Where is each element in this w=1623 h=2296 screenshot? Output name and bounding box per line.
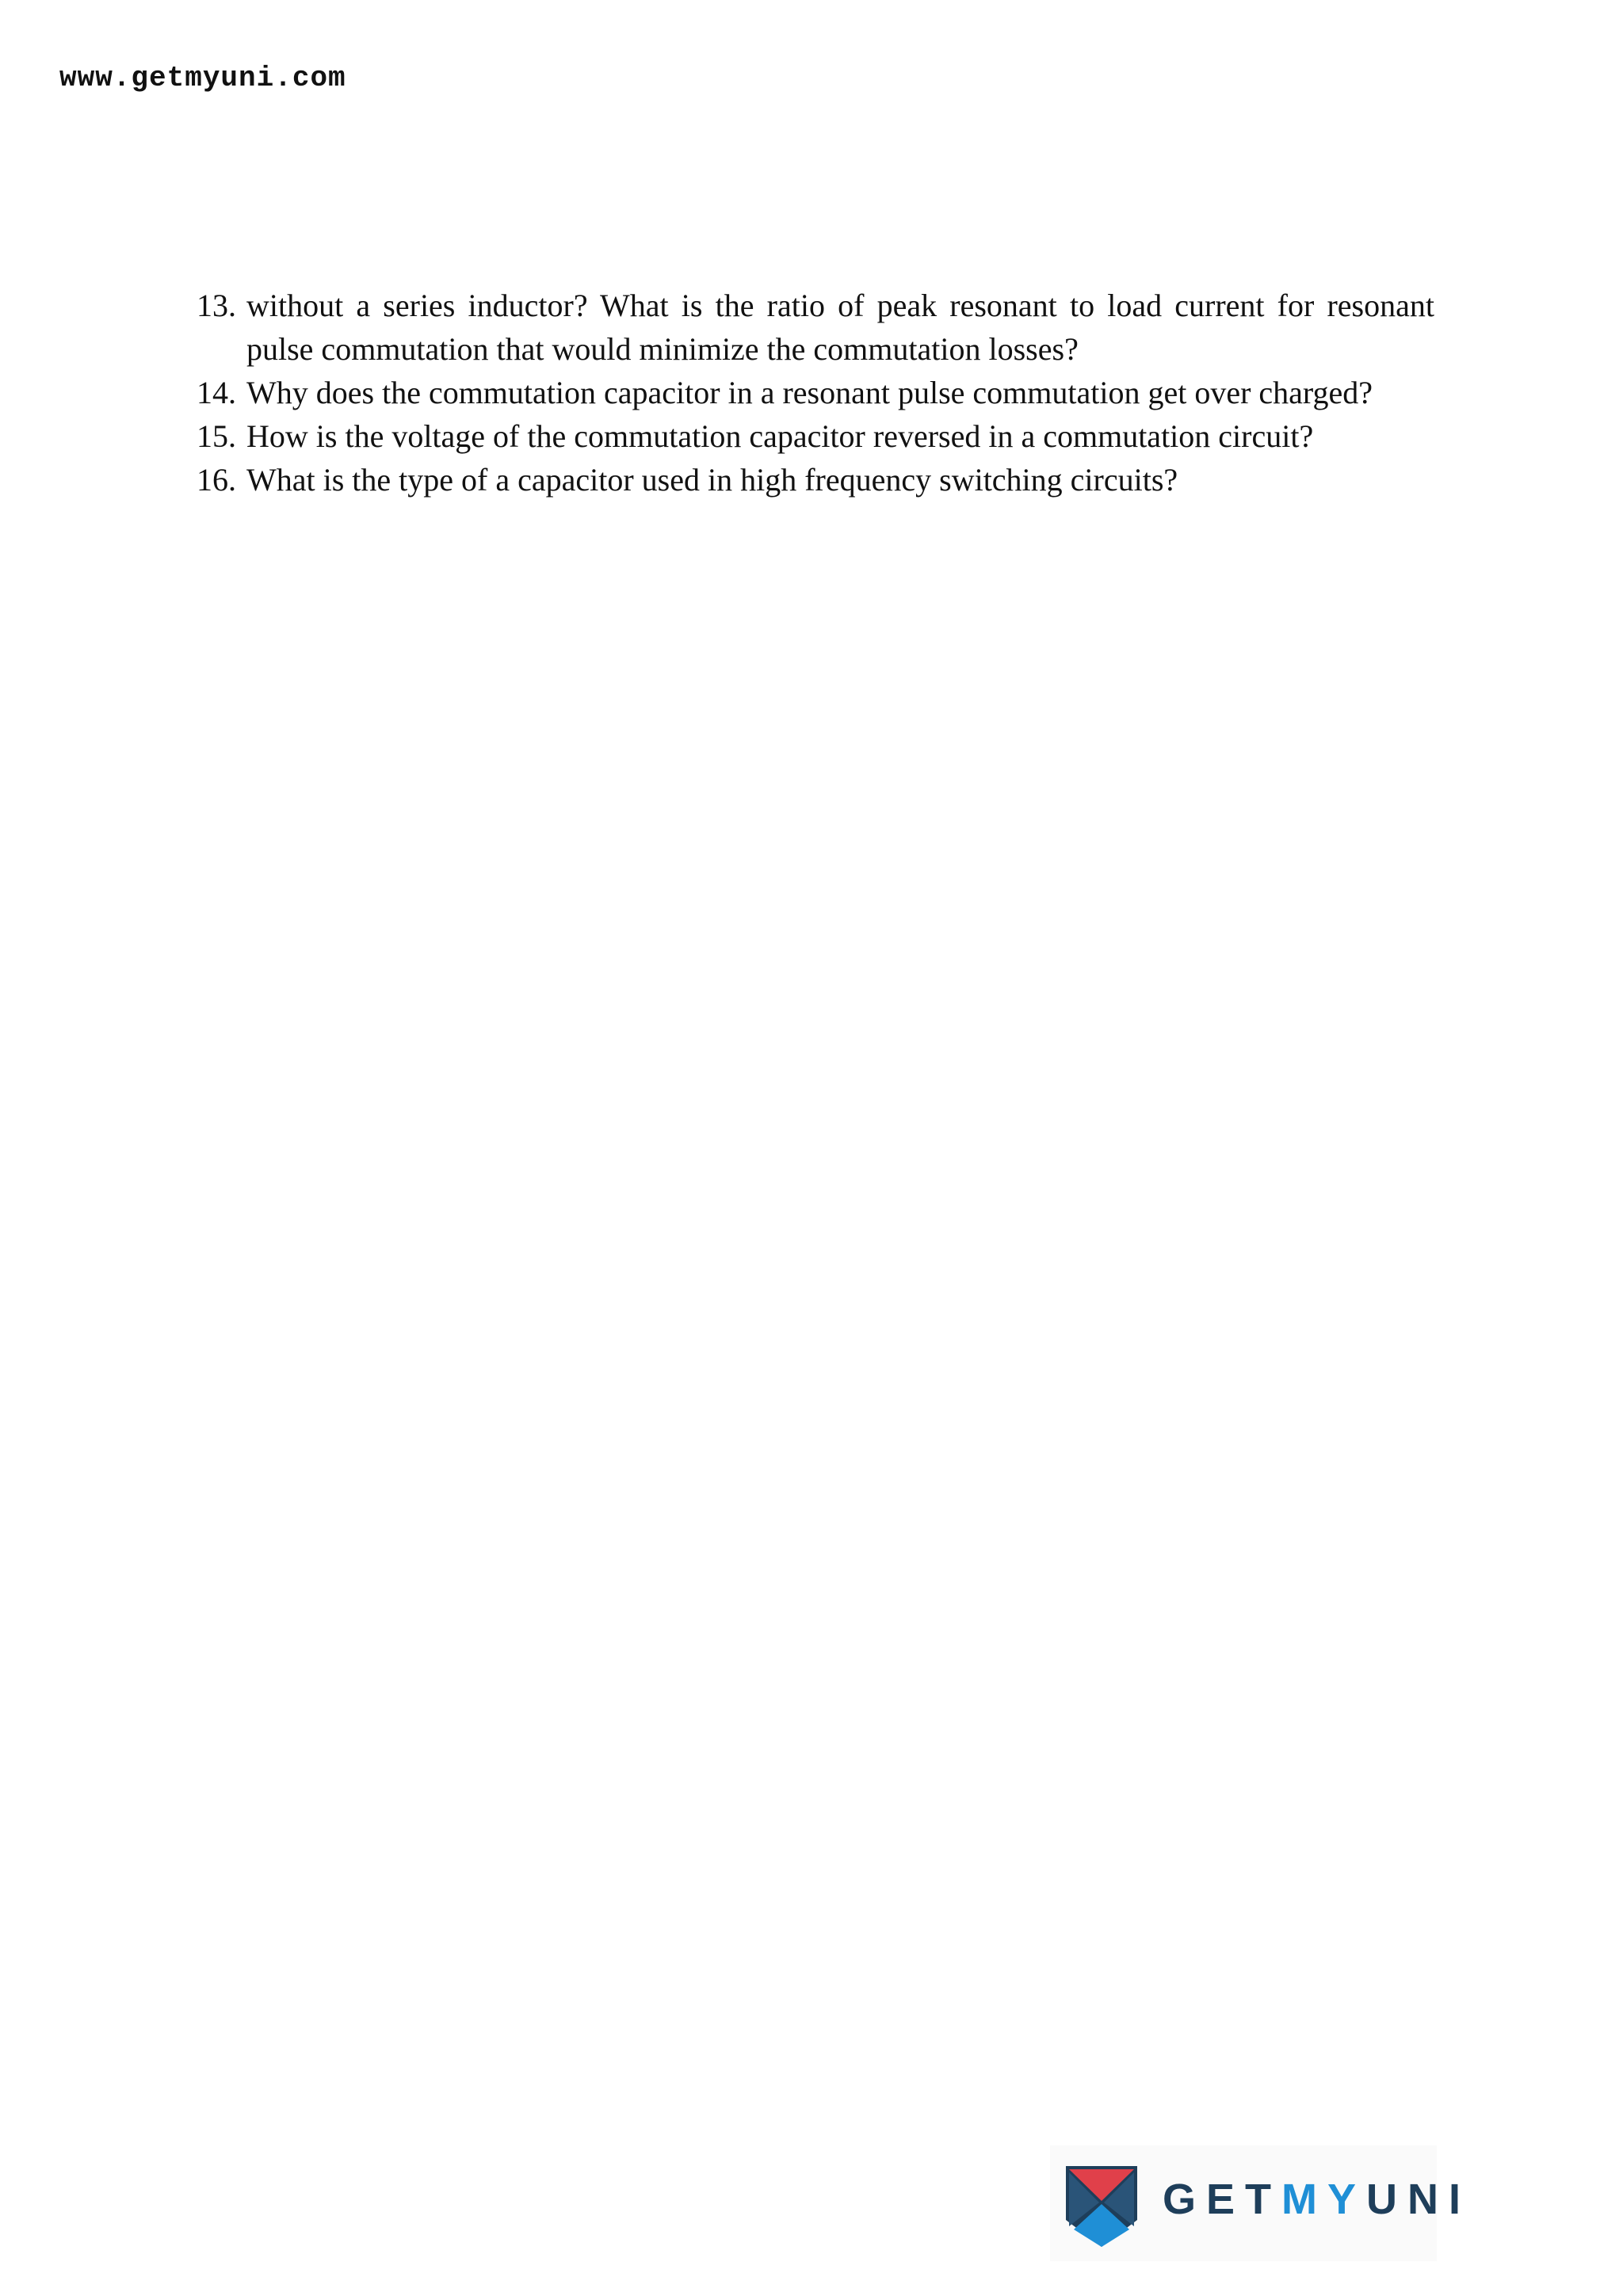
question-text: without a series inductor? What is the ratio of peak resonant to load current for resonant pulse commutation that would minimize the commutation losses? <box>246 288 1434 367</box>
logo-word-uni: UNI <box>1366 2176 1472 2223</box>
site-url-header: www.getmyuni.com <box>59 62 346 94</box>
getmyuni-logo <box>1050 2145 1472 2261</box>
question-number: 16. <box>197 462 236 498</box>
question-text: Why does the commutation capacitor in a resonant pulse commutation get over charged? <box>246 375 1373 410</box>
logo-wordmark <box>1163 2176 1471 2223</box>
logo-word-my: MY <box>1281 2176 1367 2223</box>
question-item-13 <box>197 284 1434 371</box>
question-text: What is the type of a capacitor used in high frequency switching circuits? <box>246 462 1178 498</box>
question-number: 13. <box>197 288 236 323</box>
question-item-15 <box>197 414 1434 458</box>
question-number: 15. <box>197 418 236 454</box>
question-list <box>197 284 1434 502</box>
logo-word-get: GET <box>1163 2176 1282 2223</box>
question-number: 14. <box>197 375 236 410</box>
question-item-14 <box>197 371 1434 414</box>
question-text: How is the voltage of the commutation capacitor reversed in a commutation circuit? <box>246 418 1314 454</box>
shield-x-icon <box>1058 2160 1145 2252</box>
question-item-16 <box>197 458 1434 502</box>
